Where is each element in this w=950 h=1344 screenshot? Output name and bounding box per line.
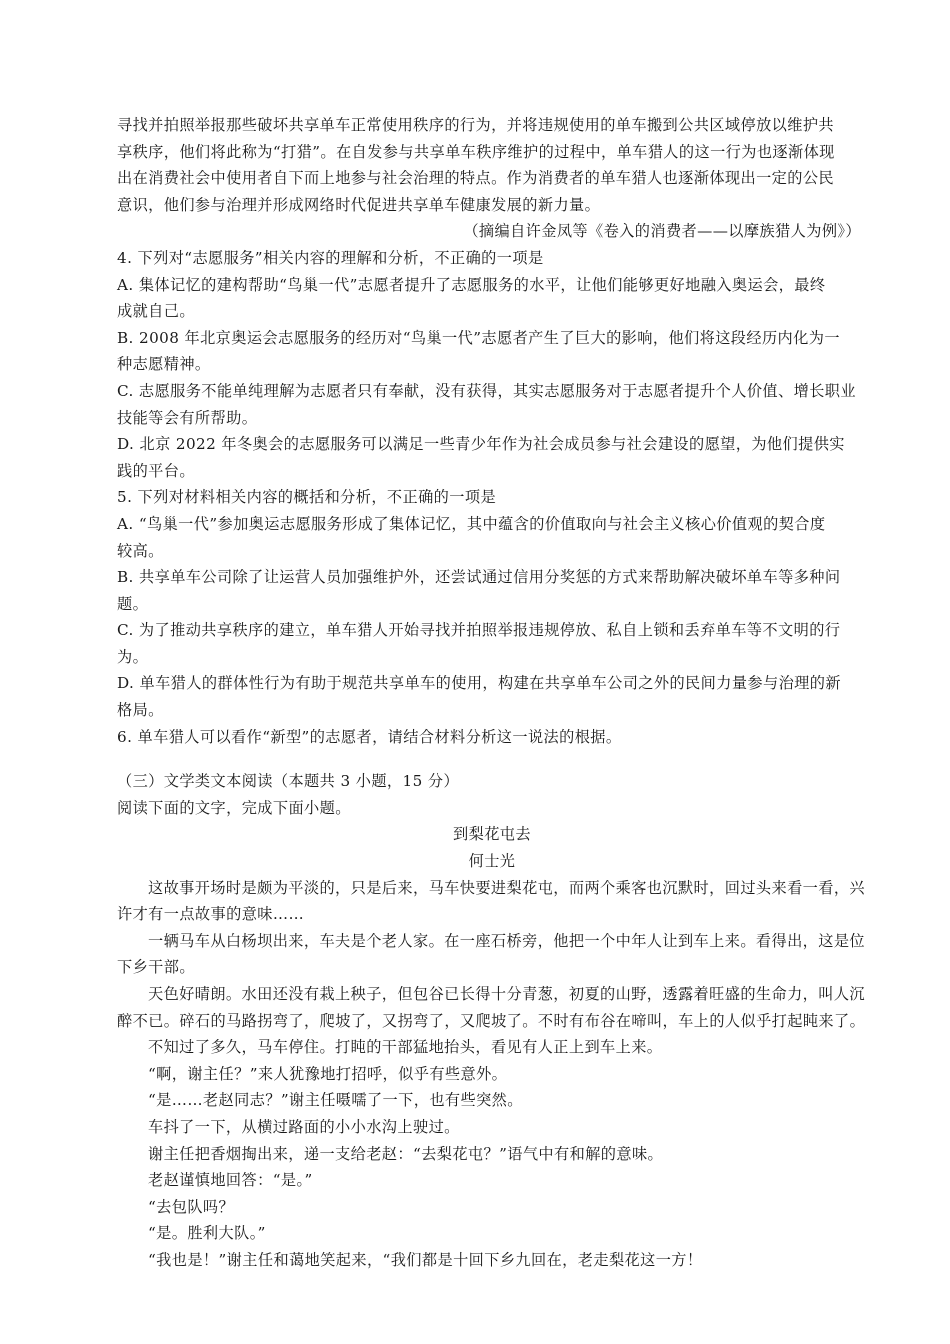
- paragraph-line: 老赵谨慎地回答：“是。”: [148, 1171, 313, 1190]
- paragraph-line: 许才有一点故事的意味……: [117, 905, 305, 924]
- option-c: C. 志愿服务不能单纯理解为志愿者只有奉献，没有获得，其实志愿服务对于志愿者提升个人价值、增长职业: [117, 381, 856, 400]
- question-stem: 5. 下列对材料相关内容的概括和分析，不正确的一项是: [117, 488, 497, 507]
- paragraph-line: “我也是！”谢主任和蔼地笑起来，“我们都是十回下乡九回在，老走梨花这一方！: [148, 1250, 703, 1269]
- section-3: [117, 768, 867, 1273]
- option-d-cont: 践的平台。: [117, 461, 195, 480]
- text-line: 意识，他们参与治理并形成网络时代促进共享单车健康发展的新力量。: [117, 195, 601, 214]
- source-citation: （摘编自许金凤等《卷入的消费者——以摩族猎人为例》）: [463, 222, 861, 241]
- option-c-cont: 为。: [117, 647, 149, 666]
- section-heading: （三）文学类文本阅读（本题共 3 小题，15 分）: [117, 772, 460, 791]
- paragraph-line: 不知过了多久，马车停住。打盹的干部猛地抬头，看见有人正上到车上来。: [148, 1038, 663, 1057]
- option-d: D. 单车猎人的群体性行为有助于规范共享单车的使用，构建在共享单车公司之外的民间力量参与治理的新: [117, 674, 841, 693]
- paragraph-line: 醉不已。碎石的马路拐弯了，爬坡了，又拐弯了，又爬坡了。不时有布谷在啼叫，车上的人似乎打起盹来了。: [117, 1011, 866, 1030]
- paragraph-line: 下乡干部。: [117, 958, 195, 977]
- paragraph-line: “啊，谢主任？”来人犹豫地打招呼，似乎有些意外。: [148, 1064, 508, 1083]
- question-5: [117, 484, 867, 723]
- paragraph-line: “是。胜利大队。”: [148, 1224, 266, 1243]
- text-line: 寻找并拍照举报那些破坏共享单车正常使用秩序的行为，并将违规使用的单车搬到公共区域停放以维护共: [117, 116, 835, 134]
- option-c: C. 为了推动共享秩序的建立，单车猎人开始寻找并拍照举报违规停放、私自上锁和丢弃单车等不文明的行: [117, 621, 841, 640]
- question-stem: 4. 下列对“志愿服务”相关内容的理解和分析，不正确的一项是: [117, 248, 544, 267]
- text-line: 出在消费社会中使用者自下而上地参与社会治理的特点。作为消费者的单车猎人也逐渐体现出一定的公民: [117, 169, 835, 188]
- option-a: A. 集体记忆的建构帮助“鸟巢一代”志愿者提升了志愿服务的水平，让他们能够更好地融入奥运会，最终: [117, 275, 826, 294]
- paragraph-line: 一辆马车从白杨坝出来，车夫是个老人家。在一座石桥旁，他把一个中年人让到车上来。看得出，这是位: [148, 931, 866, 950]
- option-a: A. “鸟巢一代”参加奥运志愿服务形成了集体记忆，其中蕴含的价值取向与社会主义核心价值观的契合度: [117, 514, 826, 533]
- option-a-cont: 较高。: [117, 541, 164, 560]
- option-d: D. 北京 2022 年冬奥会的志愿服务可以满足一些青少年作为社会成员参与社会建设的愿望，为他们提供实: [117, 435, 845, 454]
- paragraph-line: “是……老赵同志？”谢主任嗫嚅了一下，也有些突然。: [148, 1091, 523, 1110]
- option-b: B. 共享单车公司除了让运营人员加强维护外，还尝试通过信用分奖惩的方式来帮助解决破坏单车等多种问: [117, 568, 841, 587]
- option-a-cont: 成就自己。: [117, 302, 195, 321]
- question-4: [117, 245, 867, 484]
- question-6: 6. 单车猎人可以看作“新型”的志愿者，请结合材料分析这一说法的根据。: [117, 727, 622, 746]
- option-b: B. 2008 年北京奥运会志愿服务的经历对“鸟巢一代”志愿者产生了巨大的影响，他们将这段经历内化为一: [117, 328, 840, 347]
- option-b-cont: 题。: [117, 594, 149, 613]
- passage-tail: [117, 112, 867, 218]
- exam-page: [117, 112, 867, 1274]
- option-d-cont: 格局。: [117, 701, 164, 720]
- option-c-cont: 技能等会有所帮助。: [117, 408, 258, 427]
- paragraph-line: 谢主任把香烟掏出来，递一支给老赵：“去梨花屯？”语气中有和解的意味。: [148, 1144, 664, 1163]
- story-author: 何士光: [468, 852, 516, 871]
- paragraph-line: “去包队吗？: [148, 1197, 235, 1216]
- paragraph-line: 这故事开场时是颇为平淡的，只是后来，马车快要进梨花屯，而两个乘客也沉默时，回过头来看一看，兴: [148, 878, 866, 897]
- story-title: 到梨花屯去: [453, 825, 531, 844]
- option-b-cont: 种志愿精神。: [117, 355, 211, 374]
- section-instruction: 阅读下面的文字，完成下面小题。: [117, 798, 351, 817]
- text-line: 享秩序，他们将此称为“打猎”。在自发参与共享单车秩序维护的过程中，单车猎人的这一行为也逐渐体现: [117, 142, 835, 161]
- paragraph-line: 车抖了一下，从横过路面的小小水沟上驶过。: [148, 1117, 460, 1136]
- section-gap: [117, 750, 867, 768]
- paragraph-line: 天色好晴朗。水田还没有栽上秧子，但包谷已长得十分青葱，初夏的山野，透露着旺盛的生命力，叫人沉: [148, 985, 866, 1003]
